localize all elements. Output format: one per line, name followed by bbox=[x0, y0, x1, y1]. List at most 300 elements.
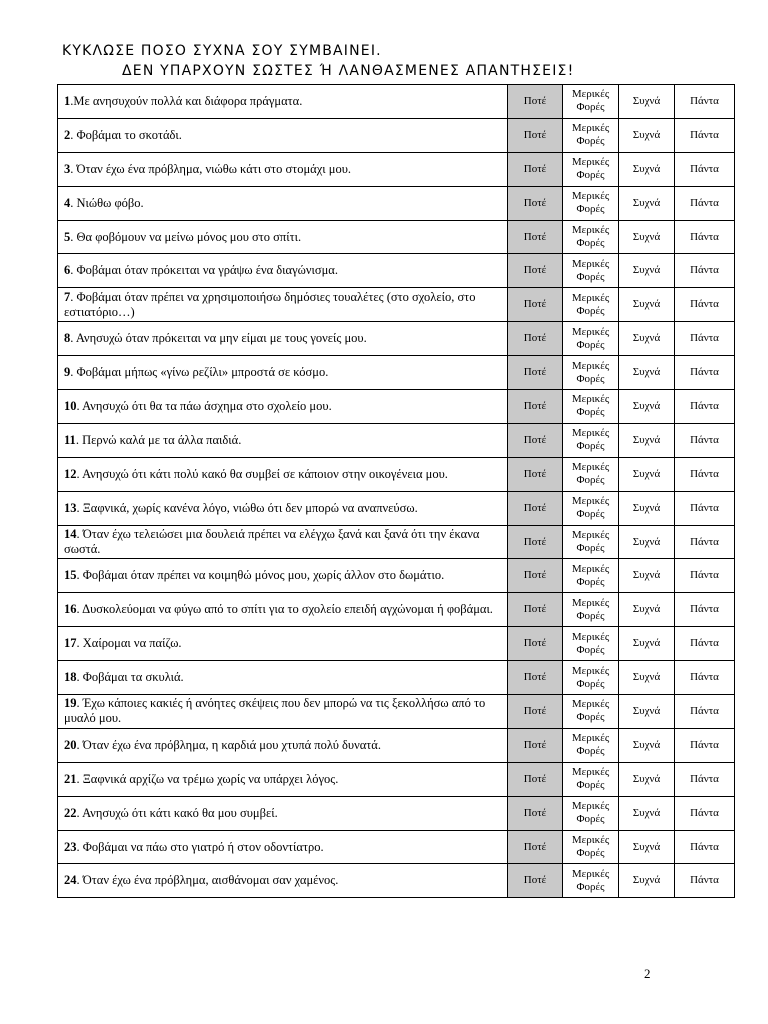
option-always-label: Πάντα bbox=[690, 535, 719, 548]
question-text-cell bbox=[58, 152, 508, 186]
option-sometimes[interactable] bbox=[563, 593, 619, 627]
option-never[interactable] bbox=[508, 525, 563, 559]
option-sometimes[interactable] bbox=[563, 525, 619, 559]
option-sometimes[interactable] bbox=[563, 627, 619, 661]
option-sometimes-label: Φορές bbox=[576, 440, 605, 453]
option-never[interactable] bbox=[508, 796, 563, 830]
question-text: Ανησυχώ όταν πρόκειται να μην είμαι με τους γονείς μου. bbox=[75, 331, 367, 346]
option-sometimes[interactable] bbox=[563, 390, 619, 424]
option-always[interactable] bbox=[675, 491, 735, 525]
question-text-cell bbox=[58, 661, 508, 695]
option-always-label: Πάντα bbox=[690, 738, 719, 751]
option-sometimes[interactable] bbox=[563, 356, 619, 390]
question-number: 3 bbox=[64, 161, 71, 176]
option-never[interactable] bbox=[508, 627, 563, 661]
option-sometimes-label: Μερικές bbox=[571, 257, 610, 270]
option-sometimes-label: Φορές bbox=[576, 745, 605, 758]
option-sometimes[interactable] bbox=[563, 762, 619, 796]
option-sometimes-label: Μερικές bbox=[571, 529, 610, 542]
option-never-label: Ποτέ bbox=[523, 806, 547, 819]
option-sometimes-label: Φορές bbox=[576, 575, 605, 588]
option-always-label: Πάντα bbox=[690, 772, 719, 785]
option-often[interactable] bbox=[619, 728, 675, 762]
option-never-label: Ποτέ bbox=[523, 569, 547, 582]
question-text: Φοβάμαι τα σκυλιά. bbox=[82, 670, 184, 685]
option-often-label: Συχνά bbox=[632, 196, 661, 209]
option-sometimes-label: Φορές bbox=[576, 169, 605, 182]
option-sometimes-label: Μερικές bbox=[571, 766, 610, 779]
option-sometimes[interactable] bbox=[563, 85, 619, 119]
option-often[interactable] bbox=[619, 423, 675, 457]
option-often-label: Συχνά bbox=[632, 603, 661, 616]
option-always[interactable] bbox=[675, 661, 735, 695]
option-never-label: Ποτέ bbox=[523, 128, 547, 141]
question-text: Χαίρομαι να παίζω. bbox=[82, 636, 182, 651]
option-never-label: Ποτέ bbox=[523, 196, 547, 209]
option-sometimes[interactable] bbox=[563, 118, 619, 152]
question-separator: . bbox=[76, 500, 83, 515]
option-always[interactable] bbox=[675, 695, 735, 729]
option-often-label: Συχνά bbox=[632, 535, 661, 548]
option-sometimes-label: Μερικές bbox=[571, 325, 610, 338]
option-never-label: Ποτέ bbox=[523, 230, 547, 243]
option-never-label: Ποτέ bbox=[523, 264, 547, 277]
option-often[interactable] bbox=[619, 491, 675, 525]
option-always-label: Πάντα bbox=[690, 501, 719, 514]
question-text: Όταν έχω τελειώσει μια δουλειά πρέπει να ελέγχω ξανά και ξανά ότι την έκανα σωστά. bbox=[64, 527, 480, 557]
question-number: 6 bbox=[64, 263, 71, 278]
option-sometimes-label: Φορές bbox=[576, 813, 605, 826]
option-often[interactable] bbox=[619, 356, 675, 390]
option-sometimes-label: Μερικές bbox=[571, 88, 610, 101]
option-never[interactable] bbox=[508, 85, 563, 119]
option-often[interactable] bbox=[619, 762, 675, 796]
option-sometimes-label: Μερικές bbox=[571, 664, 610, 677]
question-row bbox=[58, 830, 735, 864]
question-text: Έχω κάποιες κακιές ή ανόητες σκέψεις που δεν μπορώ να τις ξεκολλήσω από το μυαλό μου. bbox=[64, 696, 486, 726]
question-separator: . bbox=[76, 771, 83, 786]
option-always-label: Πάντα bbox=[690, 230, 719, 243]
question-row bbox=[58, 457, 735, 491]
option-never-label: Ποτέ bbox=[523, 840, 547, 853]
option-often[interactable] bbox=[619, 152, 675, 186]
option-sometimes[interactable] bbox=[563, 864, 619, 898]
question-separator: . bbox=[70, 161, 77, 176]
option-often[interactable] bbox=[619, 525, 675, 559]
questionnaire-table bbox=[57, 84, 735, 898]
option-always[interactable] bbox=[675, 830, 735, 864]
option-often[interactable] bbox=[619, 390, 675, 424]
option-often[interactable] bbox=[619, 457, 675, 491]
option-often-label: Συχνά bbox=[632, 433, 661, 446]
question-row bbox=[58, 288, 735, 322]
question-text: Ανησυχώ ότι κάτι πολύ κακό θα συμβεί σε κάποιον στην οικογένεια μου. bbox=[82, 466, 448, 481]
option-sometimes-label: Φορές bbox=[576, 677, 605, 690]
question-text-cell bbox=[58, 322, 508, 356]
question-text-cell bbox=[58, 254, 508, 288]
option-often-label: Συχνά bbox=[632, 94, 661, 107]
question-text-cell bbox=[58, 627, 508, 661]
question-row bbox=[58, 423, 735, 457]
option-never-label: Ποτέ bbox=[523, 467, 547, 480]
option-sometimes[interactable] bbox=[563, 186, 619, 220]
question-number: 1 bbox=[64, 93, 71, 108]
option-often[interactable] bbox=[619, 796, 675, 830]
option-sometimes[interactable] bbox=[563, 220, 619, 254]
option-sometimes[interactable] bbox=[563, 152, 619, 186]
question-row bbox=[58, 322, 735, 356]
option-often-label: Συχνά bbox=[632, 467, 661, 480]
option-sometimes-label: Φορές bbox=[576, 508, 605, 521]
option-often[interactable] bbox=[619, 627, 675, 661]
option-never-label: Ποτέ bbox=[523, 704, 547, 717]
option-never[interactable] bbox=[508, 695, 563, 729]
question-separator: . bbox=[76, 636, 83, 651]
question-text-cell bbox=[58, 491, 508, 525]
instruction-line-1: ΚΥΚΛΩΣΕ ΠΟΣΟ ΣΥΧΝΑ ΣΟΥ ΣΥΜΒΑΙΝΕΙ. bbox=[62, 43, 382, 59]
option-sometimes-label: Μερικές bbox=[571, 224, 610, 236]
option-always[interactable] bbox=[675, 356, 735, 390]
option-always-label: Πάντα bbox=[690, 671, 719, 684]
question-row bbox=[58, 864, 735, 898]
option-sometimes-label: Φορές bbox=[576, 609, 605, 622]
option-always-label: Πάντα bbox=[690, 433, 719, 446]
question-separator: . bbox=[76, 696, 83, 711]
option-sometimes-label: Μερικές bbox=[571, 562, 610, 575]
option-never[interactable] bbox=[508, 423, 563, 457]
option-sometimes[interactable] bbox=[563, 322, 619, 356]
option-sometimes[interactable] bbox=[563, 796, 619, 830]
option-sometimes-label: Φορές bbox=[576, 304, 605, 317]
option-always[interactable] bbox=[675, 288, 735, 322]
question-row bbox=[58, 254, 735, 288]
option-always[interactable] bbox=[675, 728, 735, 762]
option-never[interactable] bbox=[508, 220, 563, 254]
question-text-cell bbox=[58, 559, 508, 593]
question-row bbox=[58, 390, 735, 424]
option-often[interactable] bbox=[619, 186, 675, 220]
question-separator: . bbox=[76, 527, 83, 542]
question-number: 5 bbox=[64, 229, 71, 244]
question-number: 13 bbox=[64, 500, 77, 515]
question-text-cell bbox=[58, 796, 508, 830]
option-never-label: Ποτέ bbox=[523, 738, 547, 751]
option-never[interactable] bbox=[508, 728, 563, 762]
question-row bbox=[58, 559, 735, 593]
option-always[interactable] bbox=[675, 254, 735, 288]
option-often[interactable] bbox=[619, 661, 675, 695]
option-always-label: Πάντα bbox=[690, 603, 719, 616]
option-never-label: Ποτέ bbox=[523, 874, 547, 887]
option-never[interactable] bbox=[508, 559, 563, 593]
option-sometimes[interactable] bbox=[563, 491, 619, 525]
option-always-label: Πάντα bbox=[690, 332, 719, 345]
option-always-label: Πάντα bbox=[690, 467, 719, 480]
option-never[interactable] bbox=[508, 661, 563, 695]
option-sometimes-label: Φορές bbox=[576, 203, 605, 216]
question-row bbox=[58, 627, 735, 661]
option-sometimes-label: Μερικές bbox=[571, 190, 610, 203]
option-often[interactable] bbox=[619, 288, 675, 322]
option-never[interactable] bbox=[508, 356, 563, 390]
option-never[interactable] bbox=[508, 186, 563, 220]
option-always[interactable] bbox=[675, 593, 735, 627]
option-sometimes-label: Μερικές bbox=[571, 291, 610, 304]
option-sometimes-label: Φορές bbox=[576, 542, 605, 555]
option-always[interactable] bbox=[675, 627, 735, 661]
option-often-label: Συχνά bbox=[632, 230, 661, 243]
option-sometimes[interactable] bbox=[563, 288, 619, 322]
question-separator: . bbox=[76, 805, 83, 820]
question-row bbox=[58, 762, 735, 796]
question-text: Φοβάμαι όταν πρόκειται να γράψω ένα διαγώνισμα. bbox=[76, 263, 338, 278]
option-sometimes-label: Φορές bbox=[576, 779, 605, 792]
question-separator: . bbox=[70, 229, 77, 244]
option-sometimes-label: Μερικές bbox=[571, 698, 610, 711]
option-never[interactable] bbox=[508, 254, 563, 288]
question-text-cell bbox=[58, 695, 508, 729]
question-separator: . bbox=[76, 737, 83, 752]
option-always[interactable] bbox=[675, 152, 735, 186]
option-never[interactable] bbox=[508, 491, 563, 525]
option-always[interactable] bbox=[675, 118, 735, 152]
option-never[interactable] bbox=[508, 152, 563, 186]
option-never[interactable] bbox=[508, 118, 563, 152]
question-separator: . bbox=[70, 331, 76, 346]
option-often-label: Συχνά bbox=[632, 298, 661, 311]
option-always[interactable] bbox=[675, 457, 735, 491]
option-sometimes[interactable] bbox=[563, 254, 619, 288]
option-sometimes-label: Μερικές bbox=[571, 122, 610, 135]
option-sometimes-label: Μερικές bbox=[571, 834, 610, 847]
question-text-cell bbox=[58, 525, 508, 559]
option-never-label: Ποτέ bbox=[523, 501, 547, 514]
instructions-header bbox=[62, 41, 682, 81]
option-often[interactable] bbox=[619, 559, 675, 593]
option-always[interactable] bbox=[675, 559, 735, 593]
option-always-label: Πάντα bbox=[690, 874, 719, 887]
option-sometimes[interactable] bbox=[563, 695, 619, 729]
option-never[interactable] bbox=[508, 864, 563, 898]
question-text-cell bbox=[58, 186, 508, 220]
question-text: Φοβάμαι όταν πρέπει να κοιμηθώ μόνος μου, χωρίς άλλον στο δωμάτιο. bbox=[82, 568, 445, 583]
option-often[interactable] bbox=[619, 85, 675, 119]
option-sometimes-label: Μερικές bbox=[571, 359, 610, 372]
question-row bbox=[58, 695, 735, 729]
option-never-label: Ποτέ bbox=[523, 433, 547, 446]
option-sometimes-label: Φορές bbox=[576, 237, 605, 249]
option-often-label: Συχνά bbox=[632, 332, 661, 345]
option-always[interactable] bbox=[675, 423, 735, 457]
option-always-label: Πάντα bbox=[690, 128, 719, 141]
option-never-label: Ποτέ bbox=[523, 535, 547, 548]
option-sometimes-label: Μερικές bbox=[571, 495, 610, 508]
option-often-label: Συχνά bbox=[632, 366, 661, 379]
option-sometimes-label: Φορές bbox=[576, 270, 605, 283]
option-often[interactable] bbox=[619, 322, 675, 356]
option-always[interactable] bbox=[675, 762, 735, 796]
page-number: 2 bbox=[644, 966, 651, 981]
question-text: Ανησυχώ ότι θα τα πάω άσχημα στο σχολείο μου. bbox=[82, 398, 332, 413]
option-sometimes[interactable] bbox=[563, 661, 619, 695]
question-row bbox=[58, 491, 735, 525]
option-always[interactable] bbox=[675, 864, 735, 898]
option-always-label: Πάντα bbox=[690, 569, 719, 582]
option-sometimes[interactable] bbox=[563, 728, 619, 762]
option-sometimes[interactable] bbox=[563, 559, 619, 593]
option-sometimes-label: Μερικές bbox=[571, 732, 610, 745]
option-always-label: Πάντα bbox=[690, 264, 719, 277]
question-separator: . bbox=[76, 602, 83, 617]
question-separator: . bbox=[70, 289, 77, 304]
option-often-label: Συχνά bbox=[632, 738, 661, 751]
question-number: 12 bbox=[64, 466, 77, 481]
option-sometimes-label: Φορές bbox=[576, 135, 605, 148]
option-often[interactable] bbox=[619, 220, 675, 254]
question-text-cell bbox=[58, 593, 508, 627]
option-always[interactable] bbox=[675, 390, 735, 424]
option-never-label: Ποτέ bbox=[523, 298, 547, 311]
option-always[interactable] bbox=[675, 525, 735, 559]
question-text-cell bbox=[58, 830, 508, 864]
option-never-label: Ποτέ bbox=[523, 94, 547, 107]
option-often-label: Συχνά bbox=[632, 162, 661, 175]
question-row bbox=[58, 356, 735, 390]
option-always-label: Πάντα bbox=[690, 366, 719, 379]
option-often-label: Συχνά bbox=[632, 399, 661, 412]
question-number: 24 bbox=[64, 873, 77, 888]
option-sometimes-label: Μερικές bbox=[571, 393, 610, 406]
question-text-cell bbox=[58, 728, 508, 762]
question-number: 22 bbox=[64, 805, 77, 820]
question-number: 16 bbox=[64, 602, 77, 617]
question-separator: . bbox=[70, 93, 74, 108]
question-row bbox=[58, 220, 735, 254]
option-never[interactable] bbox=[508, 322, 563, 356]
option-always[interactable] bbox=[675, 220, 735, 254]
option-often-label: Συχνά bbox=[632, 128, 661, 141]
option-often-label: Συχνά bbox=[632, 704, 661, 717]
option-often-label: Συχνά bbox=[632, 806, 661, 819]
option-always[interactable] bbox=[675, 796, 735, 830]
option-never[interactable] bbox=[508, 762, 563, 796]
option-sometimes-label: Φορές bbox=[576, 338, 605, 351]
question-separator: . bbox=[76, 839, 83, 854]
question-text-cell bbox=[58, 423, 508, 457]
question-number: 23 bbox=[64, 839, 77, 854]
option-sometimes-label: Μερικές bbox=[571, 800, 610, 813]
question-row bbox=[58, 85, 735, 119]
question-text: Όταν έχω ένα πρόβλημα, αισθάνομαι σαν χαμένος. bbox=[82, 873, 339, 888]
option-sometimes[interactable] bbox=[563, 830, 619, 864]
question-row bbox=[58, 118, 735, 152]
question-number: 8 bbox=[64, 331, 71, 346]
option-sometimes-label: Φορές bbox=[576, 711, 605, 724]
option-sometimes-label: Μερικές bbox=[571, 461, 610, 474]
option-always-label: Πάντα bbox=[690, 806, 719, 819]
option-never[interactable] bbox=[508, 288, 563, 322]
question-number: 7 bbox=[64, 289, 71, 304]
question-number: 15 bbox=[64, 568, 77, 583]
option-sometimes-label: Φορές bbox=[576, 847, 605, 860]
question-separator: . bbox=[70, 263, 77, 278]
option-sometimes-label: Μερικές bbox=[571, 427, 610, 440]
option-sometimes[interactable] bbox=[563, 457, 619, 491]
option-never[interactable] bbox=[508, 830, 563, 864]
option-sometimes[interactable] bbox=[563, 423, 619, 457]
question-text-cell bbox=[58, 762, 508, 796]
option-often[interactable] bbox=[619, 593, 675, 627]
question-row bbox=[58, 186, 735, 220]
question-text-cell bbox=[58, 457, 508, 491]
option-often[interactable] bbox=[619, 118, 675, 152]
question-text-cell bbox=[58, 390, 508, 424]
question-text: Ξαφνικά αρχίζω να τρέμω χωρίς να υπάρχει λόγος. bbox=[82, 771, 339, 786]
option-never-label: Ποτέ bbox=[523, 671, 547, 684]
question-row bbox=[58, 593, 735, 627]
question-separator: . bbox=[70, 127, 77, 142]
question-separator: . bbox=[70, 365, 77, 380]
option-never-label: Ποτέ bbox=[523, 637, 547, 650]
question-row bbox=[58, 661, 735, 695]
option-sometimes-label: Μερικές bbox=[571, 156, 610, 169]
question-separator: . bbox=[76, 873, 83, 888]
question-text-cell bbox=[58, 288, 508, 322]
option-sometimes-label: Μερικές bbox=[571, 596, 610, 609]
option-always-label: Πάντα bbox=[690, 196, 719, 209]
question-text: Φοβάμαι το σκοτάδι. bbox=[76, 127, 182, 142]
option-always[interactable] bbox=[675, 85, 735, 119]
option-never-label: Ποτέ bbox=[523, 603, 547, 616]
questionnaire-body bbox=[58, 85, 735, 898]
option-sometimes-label: Φορές bbox=[576, 880, 605, 893]
option-often[interactable] bbox=[619, 830, 675, 864]
option-often-label: Συχνά bbox=[632, 569, 661, 582]
option-often[interactable] bbox=[619, 864, 675, 898]
question-number: 2 bbox=[64, 127, 71, 142]
instruction-line-2: ΔΕΝ ΥΠΑΡΧΟΥΝ ΣΩΣΤΕΣ Ή ΛΑΝΘΑΣΜΕΝΕΣ ΑΠΑΝΤΗΣΕΙΣ! bbox=[122, 63, 575, 79]
question-row bbox=[58, 525, 735, 559]
question-text: Όταν έχω ένα πρόβλημα, νιώθω κάτι στο στομάχι μου. bbox=[76, 161, 352, 176]
option-always-label: Πάντα bbox=[690, 637, 719, 650]
option-never[interactable] bbox=[508, 593, 563, 627]
option-sometimes-label: Φορές bbox=[576, 406, 605, 419]
question-separator: . bbox=[70, 195, 77, 210]
option-always[interactable] bbox=[675, 186, 735, 220]
option-always-label: Πάντα bbox=[690, 840, 719, 853]
question-text-cell bbox=[58, 356, 508, 390]
option-never-label: Ποτέ bbox=[523, 162, 547, 175]
question-number: 11 bbox=[64, 432, 76, 447]
option-always[interactable] bbox=[675, 322, 735, 356]
question-text: Νιώθω φόβο. bbox=[76, 195, 144, 210]
option-sometimes-label: Φορές bbox=[576, 474, 605, 487]
option-often[interactable] bbox=[619, 254, 675, 288]
question-number: 14 bbox=[64, 527, 77, 542]
question-text-cell bbox=[58, 864, 508, 898]
option-never-label: Ποτέ bbox=[523, 399, 547, 412]
option-always-label: Πάντα bbox=[690, 94, 719, 107]
option-sometimes-label: Μερικές bbox=[571, 867, 610, 880]
question-text: Περνώ καλά με τα άλλα παιδιά. bbox=[82, 432, 242, 447]
option-often[interactable] bbox=[619, 695, 675, 729]
question-number: 10 bbox=[64, 398, 77, 413]
option-never[interactable] bbox=[508, 390, 563, 424]
question-text: Ανησυχώ ότι κάτι κακό θα μου συμβεί. bbox=[82, 805, 278, 820]
question-number: 18 bbox=[64, 670, 77, 685]
option-often-label: Συχνά bbox=[632, 671, 661, 684]
option-never[interactable] bbox=[508, 457, 563, 491]
